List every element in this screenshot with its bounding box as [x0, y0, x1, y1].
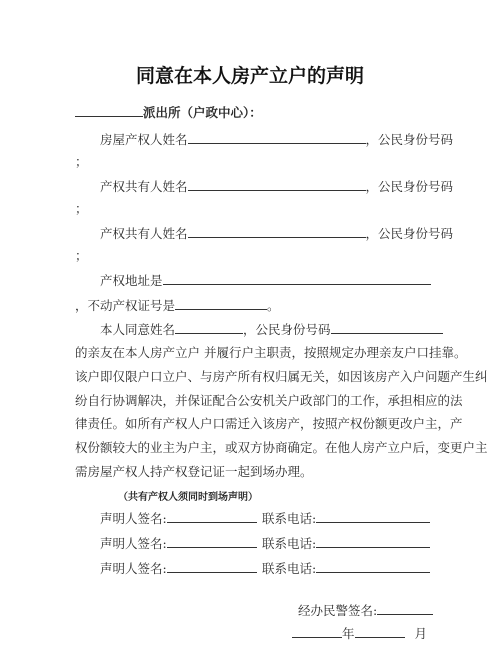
body-line: 的亲友在本人房产立户 并履行户主职责，按照规定办理亲友户口挂靠。 — [75, 345, 467, 360]
signature-blank[interactable] — [167, 560, 257, 573]
body-line: 律责任。如所有产权人户口需迁入该房产，按照产权份额更改户主，产 — [75, 416, 463, 431]
owner-id-label: ，公民身份号码 — [365, 132, 454, 147]
phone-row — [262, 560, 430, 577]
phone-row — [262, 535, 430, 552]
phone-label: 联系电话: — [262, 511, 317, 526]
officer-row — [298, 602, 433, 619]
cert-end: 。 — [267, 298, 280, 313]
officer-label: 经办民警签名: — [298, 603, 378, 618]
body-line: 该户即仅限户口立户、与房产所有权归属无关，如因该房产入户问题产生纠 — [75, 369, 488, 384]
signature-row — [100, 510, 257, 527]
phone-row — [262, 510, 430, 527]
consent-name-label: 本人同意姓名 — [100, 322, 176, 337]
body-line: 权份额较大的业主为户主，或双方协商确定。在他人房产立户后，变更户主 — [75, 440, 488, 455]
co-owner-semicolon: ； — [75, 248, 88, 263]
signature-label: 声明人签名: — [100, 561, 167, 576]
signature-row — [100, 560, 257, 577]
address-line — [100, 272, 431, 289]
phone-label: 联系电话: — [262, 536, 317, 551]
police-station-line — [75, 104, 262, 121]
month-blank[interactable] — [355, 625, 405, 638]
co-owner-id-label: ，公民身份号码 — [365, 179, 454, 194]
phone-label: 联系电话: — [262, 561, 317, 576]
signature-blank[interactable] — [167, 510, 257, 523]
police-station-label: 派出所（户政中心）： — [143, 105, 262, 120]
year-char: 年 — [342, 626, 355, 641]
officer-blank[interactable] — [377, 602, 433, 615]
co-owner-name-label: 产权共有人姓名 — [100, 226, 188, 241]
signature-label: 声明人签名: — [100, 536, 167, 551]
owner-name-blank[interactable] — [188, 131, 366, 144]
owner-name-label: 房屋产权人姓名 — [100, 132, 188, 147]
consent-name-blank[interactable] — [175, 321, 243, 334]
month-char: 月 — [414, 626, 428, 641]
body-line: 纷自行协调解决，并保证配合公安机关户政部门的工作，承担相应的法 — [75, 393, 463, 408]
owner-semicolon: ； — [75, 154, 88, 169]
station-blank[interactable] — [75, 104, 143, 117]
signature-blank[interactable] — [167, 535, 257, 548]
date-row — [292, 625, 427, 642]
phone-blank[interactable] — [316, 560, 430, 573]
signature-label: 声明人签名: — [100, 511, 167, 526]
address-blank[interactable] — [163, 272, 431, 285]
consent-id-blank[interactable] — [331, 321, 443, 334]
co-owner-line-1 — [100, 178, 453, 195]
consent-id-label: ，公民身份号码 — [243, 322, 331, 337]
page-title: 同意在本人房产立户的声明 — [135, 65, 364, 87]
co-owner-note: （共有产权人须同时到场声明） — [118, 492, 258, 503]
co-owner-name-label: 产权共有人姓名 — [100, 179, 188, 194]
owner-line — [100, 131, 453, 148]
phone-blank[interactable] — [316, 510, 430, 523]
address-label: 产权地址是 — [100, 273, 163, 288]
co-owner-semicolon: ； — [75, 201, 88, 216]
cert-blank[interactable] — [175, 297, 267, 310]
signature-row — [100, 535, 257, 552]
consent-line — [100, 321, 443, 338]
co-owner-name-blank[interactable] — [188, 178, 366, 191]
year-blank[interactable] — [292, 625, 342, 638]
co-owner-name-blank[interactable] — [188, 225, 366, 238]
phone-blank[interactable] — [316, 535, 430, 548]
body-line: 需房屋产权人持产权登记证一起到场办理。 — [75, 464, 313, 479]
co-owner-line-2 — [100, 225, 453, 242]
cert-label: ，不动产权证号是 — [75, 298, 176, 313]
cert-line — [75, 297, 280, 314]
co-owner-id-label: ，公民身份号码 — [365, 226, 454, 241]
